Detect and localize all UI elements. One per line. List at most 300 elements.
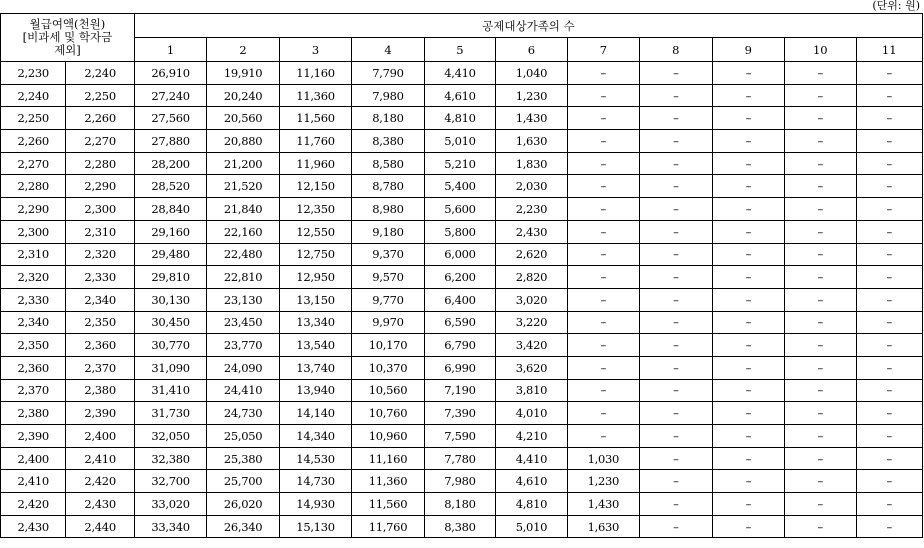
tax-amount-cell: – — [640, 243, 712, 266]
tax-amount-cell: 9,770 — [352, 288, 424, 311]
tax-amount-cell: 32,050 — [134, 425, 206, 448]
tax-amount-cell: 4,610 — [424, 84, 495, 107]
salary-from-cell: 2,260 — [1, 130, 66, 153]
tax-amount-cell: 8,180 — [352, 107, 424, 130]
table-row — [1, 493, 923, 516]
tax-amount-cell: – — [567, 152, 639, 175]
tax-amount-cell: 29,810 — [134, 266, 206, 289]
tax-amount-cell: 29,160 — [134, 220, 206, 243]
tax-amount-cell: 4,010 — [496, 402, 567, 425]
tax-amount-cell: 7,980 — [424, 470, 495, 493]
table-row — [1, 152, 923, 175]
tax-amount-cell: 7,590 — [424, 425, 495, 448]
tax-amount-cell: – — [785, 152, 856, 175]
tax-amount-cell: – — [567, 130, 639, 153]
tax-amount-cell: 4,810 — [496, 493, 567, 516]
tax-amount-cell: 7,790 — [352, 62, 424, 85]
tax-amount-cell: – — [640, 62, 712, 85]
tax-amount-cell: 30,130 — [134, 288, 206, 311]
tax-amount-cell: – — [785, 515, 856, 538]
tax-amount-cell: 14,340 — [279, 425, 351, 448]
tax-amount-cell: – — [640, 311, 712, 334]
tax-amount-cell: 23,130 — [207, 288, 279, 311]
tax-amount-cell: – — [640, 425, 712, 448]
dependents-count-header: 1 — [134, 38, 206, 62]
tax-amount-cell: – — [712, 356, 784, 379]
tax-amount-cell: – — [856, 515, 923, 538]
tax-amount-cell: – — [785, 334, 856, 357]
tax-amount-cell: 1,030 — [567, 447, 639, 470]
tax-amount-cell: 31,730 — [134, 402, 206, 425]
tax-amount-cell: – — [640, 130, 712, 153]
tax-amount-cell: – — [856, 425, 923, 448]
tax-amount-cell: 11,960 — [279, 152, 351, 175]
tax-amount-cell: – — [640, 84, 712, 107]
dependents-count-header: 5 — [424, 38, 495, 62]
tax-amount-cell: 11,160 — [279, 62, 351, 85]
tax-amount-cell: 21,520 — [207, 175, 279, 198]
tax-amount-cell: – — [856, 311, 923, 334]
tax-amount-cell: – — [567, 356, 639, 379]
table-row — [1, 62, 923, 85]
salary-to-cell: 2,340 — [66, 288, 134, 311]
tax-amount-cell: – — [712, 402, 784, 425]
tax-amount-cell: 1,230 — [496, 84, 567, 107]
tax-amount-cell: – — [785, 493, 856, 516]
dependents-count-header: 10 — [785, 38, 856, 62]
tax-amount-cell: 8,180 — [424, 493, 495, 516]
tax-amount-cell: 9,570 — [352, 266, 424, 289]
salary-range-header-line2: [비과세 및 학자금 — [22, 30, 113, 44]
dependents-count-row — [1, 38, 923, 62]
tax-amount-cell: 5,600 — [424, 198, 495, 221]
tax-amount-cell: 25,700 — [207, 470, 279, 493]
salary-to-cell: 2,320 — [66, 243, 134, 266]
tax-amount-cell: 8,980 — [352, 198, 424, 221]
tax-amount-cell: – — [567, 198, 639, 221]
table-row — [1, 334, 923, 357]
tax-amount-cell: – — [712, 493, 784, 516]
tax-amount-cell: 20,240 — [207, 84, 279, 107]
tax-amount-cell: 7,190 — [424, 379, 495, 402]
tax-amount-cell: – — [856, 152, 923, 175]
salary-from-cell: 2,420 — [1, 493, 66, 516]
tax-amount-cell: – — [856, 130, 923, 153]
tax-amount-cell: – — [712, 62, 784, 85]
tax-amount-cell: 21,200 — [207, 152, 279, 175]
tax-amount-cell: – — [567, 266, 639, 289]
tax-amount-cell: 8,380 — [352, 130, 424, 153]
tax-amount-cell: 7,390 — [424, 402, 495, 425]
table-row — [1, 175, 923, 198]
table-row — [1, 311, 923, 334]
tax-amount-cell: – — [640, 198, 712, 221]
table-row — [1, 402, 923, 425]
tax-amount-cell: 4,610 — [496, 470, 567, 493]
salary-to-cell: 2,240 — [66, 62, 134, 85]
table-row — [1, 107, 923, 130]
tax-amount-cell: – — [567, 334, 639, 357]
tax-amount-cell: 3,220 — [496, 311, 567, 334]
tax-amount-cell: 7,780 — [424, 447, 495, 470]
tax-amount-cell: – — [640, 515, 712, 538]
tax-amount-cell: – — [567, 402, 639, 425]
unit-label: (단위: 원) — [872, 0, 920, 12]
tax-amount-cell: 3,020 — [496, 288, 567, 311]
tax-amount-cell: 5,010 — [424, 130, 495, 153]
tax-amount-cell: 14,930 — [279, 493, 351, 516]
tax-amount-cell: – — [785, 402, 856, 425]
tax-amount-cell: 19,910 — [207, 62, 279, 85]
tax-amount-cell: 5,800 — [424, 220, 495, 243]
tax-amount-cell: – — [640, 107, 712, 130]
dependents-header: 공제대상가족의 수 — [134, 14, 922, 38]
tax-amount-cell: 23,770 — [207, 334, 279, 357]
tax-amount-cell: 25,380 — [207, 447, 279, 470]
tax-amount-cell: 1,430 — [567, 493, 639, 516]
tax-amount-cell: 22,160 — [207, 220, 279, 243]
tax-amount-cell: – — [712, 220, 784, 243]
tax-amount-cell: 14,140 — [279, 402, 351, 425]
tax-amount-cell: – — [712, 130, 784, 153]
tax-amount-cell: – — [712, 379, 784, 402]
tax-amount-cell: 28,840 — [134, 198, 206, 221]
tax-amount-cell: – — [712, 198, 784, 221]
tax-amount-cell: 6,000 — [424, 243, 495, 266]
tax-amount-cell: – — [567, 107, 639, 130]
table-row — [1, 84, 923, 107]
salary-from-cell: 2,340 — [1, 311, 66, 334]
tax-amount-cell: – — [712, 470, 784, 493]
table-row — [1, 470, 923, 493]
tax-amount-cell: – — [856, 470, 923, 493]
tax-amount-cell: – — [712, 288, 784, 311]
salary-from-cell: 2,300 — [1, 220, 66, 243]
salary-range-header-line1: 월급여액(천원) — [29, 17, 106, 31]
tax-amount-cell: – — [640, 152, 712, 175]
tax-amount-cell: – — [640, 402, 712, 425]
salary-from-cell: 2,320 — [1, 266, 66, 289]
table-row — [1, 379, 923, 402]
tax-amount-cell: 8,580 — [352, 152, 424, 175]
tax-amount-cell: – — [567, 220, 639, 243]
tax-amount-cell: 31,090 — [134, 356, 206, 379]
tax-amount-cell: 2,430 — [496, 220, 567, 243]
tax-amount-cell: 27,240 — [134, 84, 206, 107]
salary-to-cell: 2,440 — [66, 515, 134, 538]
salary-to-cell: 2,250 — [66, 84, 134, 107]
tax-amount-cell: – — [712, 243, 784, 266]
tax-amount-cell: – — [640, 266, 712, 289]
tax-amount-cell: 11,360 — [352, 470, 424, 493]
tax-amount-cell: – — [712, 152, 784, 175]
table-row — [1, 220, 923, 243]
tax-amount-cell: 24,730 — [207, 402, 279, 425]
tax-amount-cell: – — [712, 175, 784, 198]
salary-from-cell: 2,290 — [1, 198, 66, 221]
tax-amount-cell: – — [712, 515, 784, 538]
tax-amount-cell: 22,480 — [207, 243, 279, 266]
tax-amount-cell: 27,560 — [134, 107, 206, 130]
tax-amount-cell: – — [785, 62, 856, 85]
tax-amount-cell: 10,370 — [352, 356, 424, 379]
tax-amount-cell: – — [640, 356, 712, 379]
tax-amount-cell: 2,230 — [496, 198, 567, 221]
tax-amount-cell: – — [856, 334, 923, 357]
salary-from-cell: 2,400 — [1, 447, 66, 470]
salary-from-cell: 2,250 — [1, 107, 66, 130]
tax-amount-cell: – — [856, 402, 923, 425]
dependents-count-header: 9 — [712, 38, 784, 62]
tax-amount-cell: – — [785, 220, 856, 243]
tax-amount-cell: 20,560 — [207, 107, 279, 130]
tax-amount-cell: – — [785, 198, 856, 221]
tax-amount-cell: 6,590 — [424, 311, 495, 334]
tax-amount-cell: 6,990 — [424, 356, 495, 379]
tax-amount-cell: 28,520 — [134, 175, 206, 198]
tax-amount-cell: – — [567, 311, 639, 334]
tax-amount-cell: 13,540 — [279, 334, 351, 357]
tax-amount-cell: 11,760 — [352, 515, 424, 538]
salary-to-cell: 2,270 — [66, 130, 134, 153]
salary-range-header-line3: 제외] — [54, 43, 81, 57]
salary-to-cell: 2,380 — [66, 379, 134, 402]
tax-amount-cell: – — [785, 107, 856, 130]
tax-amount-cell: – — [567, 425, 639, 448]
tax-amount-cell: 20,880 — [207, 130, 279, 153]
salary-range-header — [1, 14, 135, 62]
tax-amount-cell: 30,770 — [134, 334, 206, 357]
dependents-count-header: 6 — [496, 38, 567, 62]
tax-amount-cell: 5,400 — [424, 175, 495, 198]
salary-to-cell: 2,290 — [66, 175, 134, 198]
tax-amount-cell: 10,760 — [352, 402, 424, 425]
salary-to-cell: 2,350 — [66, 311, 134, 334]
salary-to-cell: 2,430 — [66, 493, 134, 516]
tax-amount-cell: 5,010 — [496, 515, 567, 538]
tax-amount-cell: 14,530 — [279, 447, 351, 470]
tax-amount-cell: – — [640, 175, 712, 198]
tax-amount-cell: 24,090 — [207, 356, 279, 379]
tax-amount-cell: 23,450 — [207, 311, 279, 334]
tax-amount-cell: – — [856, 107, 923, 130]
tax-amount-cell: – — [712, 425, 784, 448]
tax-amount-cell: 11,560 — [352, 493, 424, 516]
salary-from-cell: 2,430 — [1, 515, 66, 538]
tax-amount-cell: – — [712, 334, 784, 357]
tax-amount-cell: – — [712, 107, 784, 130]
tax-amount-cell: 12,150 — [279, 175, 351, 198]
tax-amount-cell: – — [785, 425, 856, 448]
tax-amount-cell: – — [856, 220, 923, 243]
table-body — [1, 62, 923, 538]
table-row — [1, 198, 923, 221]
tax-amount-cell: – — [712, 266, 784, 289]
tax-amount-cell: 12,350 — [279, 198, 351, 221]
dependents-count-header: 2 — [207, 38, 279, 62]
salary-from-cell: 2,350 — [1, 334, 66, 357]
tax-amount-cell: – — [856, 356, 923, 379]
tax-amount-cell: 28,200 — [134, 152, 206, 175]
tax-amount-cell: 12,950 — [279, 266, 351, 289]
tax-amount-cell: – — [640, 220, 712, 243]
salary-to-cell: 2,280 — [66, 152, 134, 175]
tax-amount-cell: 26,910 — [134, 62, 206, 85]
tax-amount-cell: 25,050 — [207, 425, 279, 448]
tax-amount-cell: – — [856, 447, 923, 470]
tax-amount-cell: – — [785, 175, 856, 198]
tax-amount-cell: – — [856, 198, 923, 221]
tax-amount-cell: 4,810 — [424, 107, 495, 130]
salary-from-cell: 2,270 — [1, 152, 66, 175]
tax-amount-cell: 11,560 — [279, 107, 351, 130]
tax-amount-cell: – — [640, 493, 712, 516]
salary-from-cell: 2,280 — [1, 175, 66, 198]
tax-amount-cell: 4,210 — [496, 425, 567, 448]
tax-amount-cell: – — [567, 243, 639, 266]
tax-amount-cell: 30,450 — [134, 311, 206, 334]
salary-to-cell: 2,370 — [66, 356, 134, 379]
dependents-count-header: 4 — [352, 38, 424, 62]
tax-amount-cell: – — [785, 243, 856, 266]
salary-to-cell: 2,310 — [66, 220, 134, 243]
table-row — [1, 425, 923, 448]
tax-amount-cell: 1,630 — [567, 515, 639, 538]
tax-amount-cell: 11,760 — [279, 130, 351, 153]
salary-to-cell: 2,260 — [66, 107, 134, 130]
tax-amount-cell: 8,780 — [352, 175, 424, 198]
tax-amount-cell: 11,160 — [352, 447, 424, 470]
tax-amount-cell: 7,980 — [352, 84, 424, 107]
withholding-tax-table — [0, 13, 923, 538]
tax-amount-cell: 21,840 — [207, 198, 279, 221]
tax-amount-cell: 33,020 — [134, 493, 206, 516]
tax-amount-cell: 6,400 — [424, 288, 495, 311]
tax-amount-cell: 26,020 — [207, 493, 279, 516]
dependents-count-header: 7 — [567, 38, 639, 62]
table-row — [1, 447, 923, 470]
tax-amount-cell: – — [785, 266, 856, 289]
tax-amount-cell: 8,380 — [424, 515, 495, 538]
tax-amount-cell: – — [712, 447, 784, 470]
tax-amount-cell: – — [856, 175, 923, 198]
dependents-count-header: 3 — [279, 38, 351, 62]
salary-from-cell: 2,380 — [1, 402, 66, 425]
tax-amount-cell: 4,410 — [424, 62, 495, 85]
table-row — [1, 266, 923, 289]
tax-amount-cell: 27,880 — [134, 130, 206, 153]
salary-from-cell: 2,390 — [1, 425, 66, 448]
tax-amount-cell: – — [640, 447, 712, 470]
tax-amount-cell: – — [712, 311, 784, 334]
salary-to-cell: 2,410 — [66, 447, 134, 470]
tax-amount-cell: 15,130 — [279, 515, 351, 538]
tax-amount-cell: – — [785, 311, 856, 334]
tax-amount-cell: – — [785, 356, 856, 379]
tax-amount-cell: 9,970 — [352, 311, 424, 334]
tax-amount-cell: 10,170 — [352, 334, 424, 357]
tax-amount-cell: 32,380 — [134, 447, 206, 470]
tax-amount-cell: 12,750 — [279, 243, 351, 266]
tax-amount-cell: 2,030 — [496, 175, 567, 198]
table-row — [1, 356, 923, 379]
tax-amount-cell: 6,790 — [424, 334, 495, 357]
tax-amount-cell: 29,480 — [134, 243, 206, 266]
tax-amount-cell: 9,180 — [352, 220, 424, 243]
salary-from-cell: 2,230 — [1, 62, 66, 85]
tax-amount-cell: 31,410 — [134, 379, 206, 402]
tax-amount-cell: – — [567, 62, 639, 85]
tax-amount-cell: – — [640, 470, 712, 493]
table-row — [1, 130, 923, 153]
tax-amount-cell: 1,830 — [496, 152, 567, 175]
tax-amount-cell: 32,700 — [134, 470, 206, 493]
tax-amount-cell: – — [856, 84, 923, 107]
tax-amount-cell: 12,550 — [279, 220, 351, 243]
tax-amount-cell: 33,340 — [134, 515, 206, 538]
tax-amount-cell: 24,410 — [207, 379, 279, 402]
salary-from-cell: 2,370 — [1, 379, 66, 402]
tax-amount-cell: – — [856, 379, 923, 402]
tax-amount-cell: 13,740 — [279, 356, 351, 379]
tax-amount-cell: 9,370 — [352, 243, 424, 266]
tax-amount-cell: – — [567, 379, 639, 402]
dependents-count-header: 11 — [856, 38, 923, 62]
tax-amount-cell: 5,210 — [424, 152, 495, 175]
table-row — [1, 243, 923, 266]
salary-to-cell: 2,360 — [66, 334, 134, 357]
tax-amount-cell: – — [567, 84, 639, 107]
salary-from-cell: 2,410 — [1, 470, 66, 493]
table-row — [1, 288, 923, 311]
salary-to-cell: 2,300 — [66, 198, 134, 221]
tax-amount-cell: 22,810 — [207, 266, 279, 289]
tax-amount-cell: – — [856, 62, 923, 85]
tax-amount-cell: 3,810 — [496, 379, 567, 402]
tax-amount-cell: 11,360 — [279, 84, 351, 107]
tax-amount-cell: 13,340 — [279, 311, 351, 334]
tax-amount-cell: 13,940 — [279, 379, 351, 402]
tax-amount-cell: 3,620 — [496, 356, 567, 379]
tax-amount-cell: 2,820 — [496, 266, 567, 289]
tax-amount-cell: 1,630 — [496, 130, 567, 153]
tax-amount-cell: – — [785, 447, 856, 470]
tax-amount-cell: 26,340 — [207, 515, 279, 538]
tax-amount-cell: – — [640, 379, 712, 402]
salary-from-cell: 2,240 — [1, 84, 66, 107]
tax-amount-cell: 1,230 — [567, 470, 639, 493]
salary-to-cell: 2,390 — [66, 402, 134, 425]
tax-amount-cell: – — [640, 334, 712, 357]
tax-amount-cell: – — [856, 243, 923, 266]
salary-to-cell: 2,420 — [66, 470, 134, 493]
salary-to-cell: 2,330 — [66, 266, 134, 289]
table-row — [1, 515, 923, 538]
tax-amount-cell: 14,730 — [279, 470, 351, 493]
tax-amount-cell: 3,420 — [496, 334, 567, 357]
tax-amount-cell: – — [640, 288, 712, 311]
tax-amount-cell: 2,620 — [496, 243, 567, 266]
tax-amount-cell: – — [785, 470, 856, 493]
tax-amount-cell: – — [567, 175, 639, 198]
tax-amount-cell: – — [856, 266, 923, 289]
salary-from-cell: 2,330 — [1, 288, 66, 311]
tax-amount-cell: – — [712, 84, 784, 107]
tax-amount-cell: – — [567, 288, 639, 311]
tax-amount-cell: 1,040 — [496, 62, 567, 85]
tax-amount-cell: 10,560 — [352, 379, 424, 402]
tax-amount-cell: 6,200 — [424, 266, 495, 289]
